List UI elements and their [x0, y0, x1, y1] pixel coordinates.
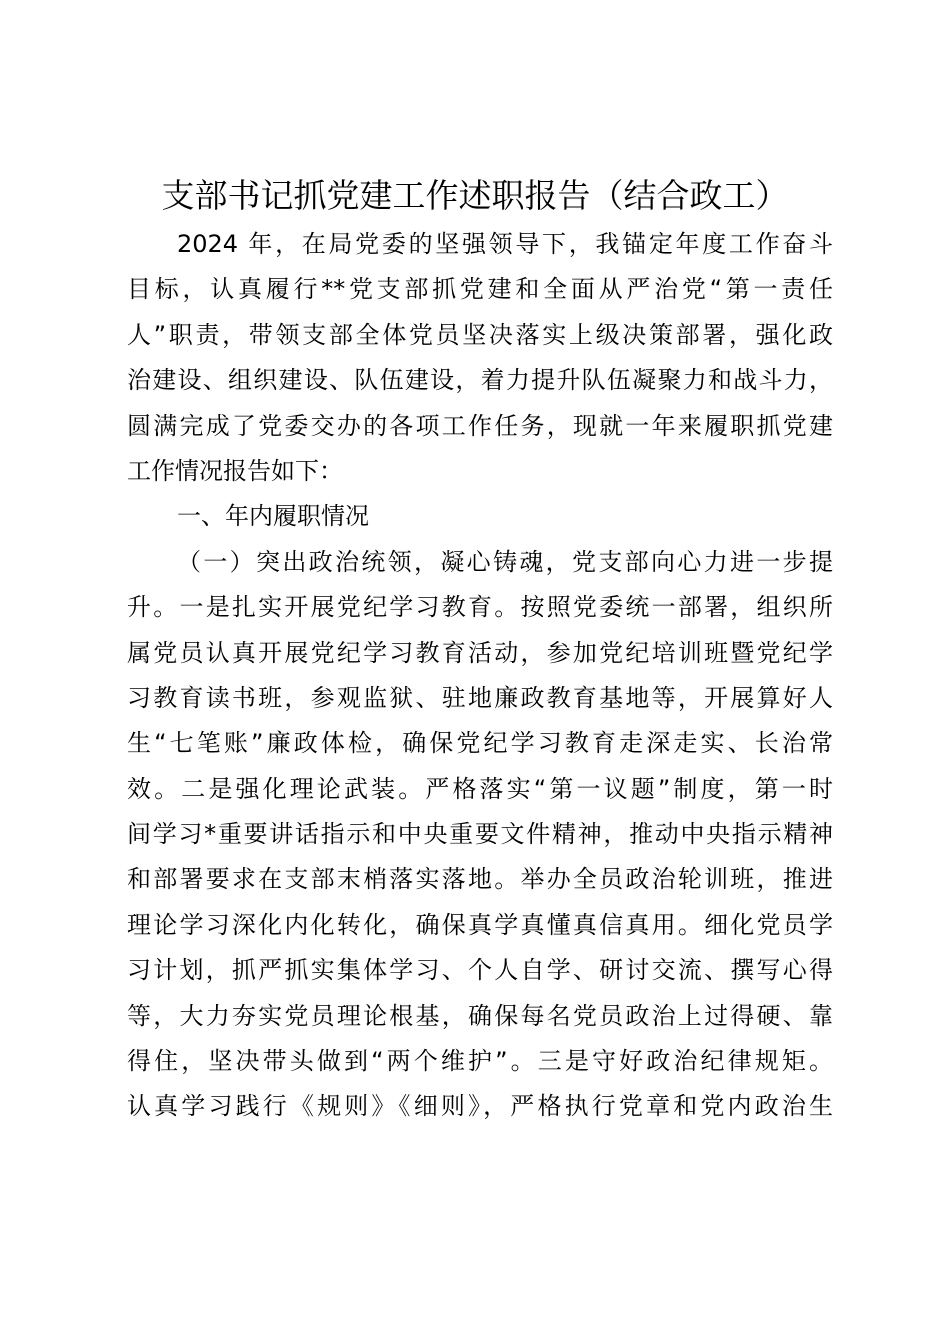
paragraph-line: 认真学习践行《规则》《细则》，严格执行党章和党内政治生	[127, 1092, 833, 1121]
paragraph-line: 工作情况报告如下：	[127, 456, 343, 485]
paragraph-line: 治建设、组织建设、队伍建设，着力提升队伍凝聚力和战斗力，	[127, 366, 833, 395]
paragraph-line: 习教育读书班，参观监狱、驻地廉政教育基地等，开展算好人	[127, 683, 833, 712]
paragraph-line: 目标，认真履行**党支部抓党建和全面从严治党“第一责任	[127, 275, 833, 304]
paragraph-line: 效。二是强化理论武装。严格落实“第一议题”制度，第一时	[127, 774, 833, 803]
paragraph-line: 2024 年，在局党委的坚强领导下，我锚定年度工作奋斗	[177, 230, 833, 258]
paragraph-line: 理论学习深化内化转化，确保真学真懂真信真用。细化党员学	[127, 910, 833, 939]
document-body	[127, 222, 833, 1130]
paragraph-line: 生“七笔账”廉政体检，确保党纪学习教育走深走实、长治常	[127, 729, 833, 758]
section-heading: 一、年内履职情况	[177, 502, 369, 531]
paragraph-line: 等，大力夯实党员理论根基，确保每名党员政治上过得硬、靠	[127, 1001, 833, 1030]
paragraph-line: 圆满完成了党委交办的各项工作任务，现就一年来履职抓党建	[127, 411, 833, 440]
document-title: 支部书记抓党建工作述职报告（结合政工）	[161, 176, 789, 215]
paragraph-line: 和部署要求在支部末梢落实落地。举办全员政治轮训班，推进	[127, 865, 833, 894]
paragraph-line: 升。一是扎实开展党纪学习教育。按照党委统一部署，组织所	[127, 593, 833, 622]
paragraph-line: （一）突出政治统领，凝心铸魂，党支部向心力进一步提	[177, 547, 833, 576]
paragraph-line: 人”职责，带领支部全体党员坚决落实上级决策部署，强化政	[127, 320, 833, 349]
paragraph-line: 间学习*重要讲话指示和中央重要文件精神，推动中央指示精神	[127, 820, 833, 849]
paragraph-line: 得住，坚决带头做到“两个维护”。三是守好政治纪律规矩。	[127, 1047, 833, 1076]
paragraph-line: 属党员认真开展党纪学习教育活动，参加党纪培训班暨党纪学	[127, 638, 833, 667]
paragraph-line: 习计划，抓严抓实集体学习、个人自学、研讨交流、撰写心得	[127, 956, 833, 985]
